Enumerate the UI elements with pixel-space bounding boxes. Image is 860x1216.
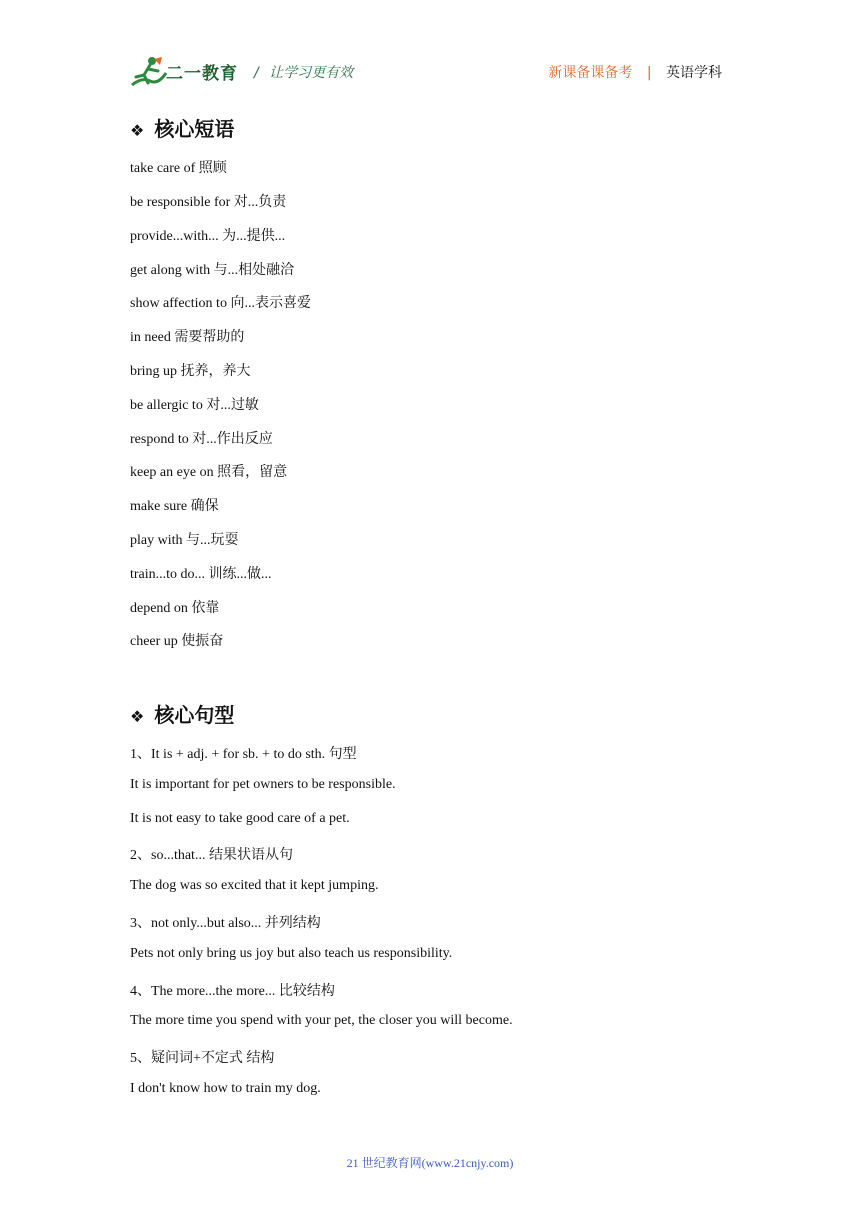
- sentence-item: I don't know how to train my dog.: [130, 1081, 321, 1096]
- phrase-item: depend on 依靠: [130, 601, 220, 616]
- section-title-text: 核心短语: [154, 117, 235, 141]
- sentence-item: 5、疑问词+不定式 结构: [130, 1051, 275, 1066]
- section-title-text: 核心句型: [154, 703, 235, 727]
- section-title-sentences: [130, 699, 234, 728]
- header-separator: |: [646, 65, 652, 81]
- sentence-item: 4、The more...the more... 比较结构: [130, 984, 335, 999]
- page-footer: 21 世纪教育网(www.21cnjy.com): [346, 1156, 514, 1170]
- sentence-item: The more time you spend with your pet, the closer you will become.: [130, 1013, 513, 1028]
- header-subject-label: 英语学科: [666, 65, 722, 81]
- phrase-item: show affection to 向...表示喜爱: [130, 296, 311, 311]
- sentence-item: Pets not only bring us joy but also teach us responsibility.: [130, 946, 453, 961]
- logo-text: 二一教育: [166, 64, 238, 84]
- sentence-item: It is important for pet owners to be responsible.: [130, 777, 396, 792]
- phrase-item: make sure 确保: [130, 499, 219, 514]
- slogan-text: 让学习更有效: [269, 65, 354, 81]
- brand-logo: [128, 55, 248, 91]
- phrase-item: take care of 照顾: [130, 161, 227, 176]
- diamond-bullet-icon: ❖: [130, 121, 145, 140]
- header-right: [548, 62, 722, 82]
- phrase-item: cheer up 使振奋: [130, 634, 224, 649]
- slogan-slash: /: [254, 65, 259, 81]
- slogan: [254, 62, 353, 82]
- phrase-item: be responsible for 对...负责: [130, 195, 287, 210]
- sentence-item: The dog was so excited that it kept jumping.: [130, 878, 379, 893]
- section-title-phrases: [130, 113, 234, 142]
- phrase-item: be allergic to 对...过敏: [130, 398, 259, 413]
- sentence-item: It is not easy to take good care of a pet.: [130, 811, 350, 826]
- runner-logo-icon: [128, 55, 168, 89]
- phrase-item: train...to do... 训练...做...: [130, 567, 272, 582]
- page-header: [0, 0, 860, 100]
- phrase-item: get along with 与...相处融洽: [130, 263, 295, 278]
- diamond-bullet-icon: ❖: [130, 707, 145, 726]
- phrase-item: in need 需要帮助的: [130, 330, 245, 345]
- phrase-item: provide...with... 为...提供...: [130, 229, 286, 244]
- phrase-item: respond to 对...作出反应: [130, 432, 273, 447]
- sentence-item: 2、so...that... 结果状语从句: [130, 848, 293, 863]
- phrase-item: bring up 抚养，养大: [130, 364, 251, 379]
- sentence-item: 1、It is + adj. + for sb. + to do sth. 句型: [130, 747, 357, 762]
- sentence-item: 3、not only...but also... 并列结构: [130, 916, 321, 931]
- phrase-item: keep an eye on 照看，留意: [130, 465, 288, 480]
- header-primary-label: 新课备课备考: [548, 65, 633, 81]
- phrase-item: play with 与...玩耍: [130, 533, 239, 548]
